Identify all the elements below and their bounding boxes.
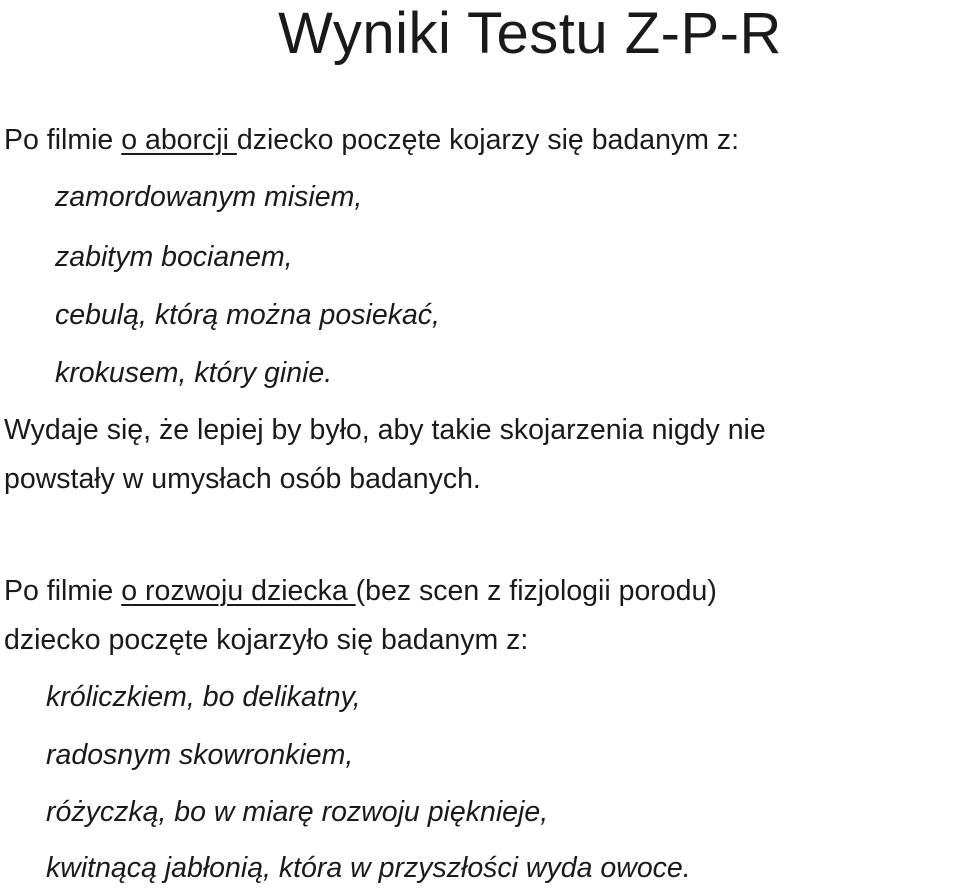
page-title: Wyniki Testu Z-P-R bbox=[278, 1, 782, 66]
section2-intro-line-2: dziecko poczęte kojarzyło się badanym z: bbox=[4, 624, 529, 656]
section2-item-1: króliczkiem, bo delikatny, bbox=[46, 681, 361, 713]
section1-item-4: krokusem, który ginie. bbox=[55, 357, 333, 389]
section1-item-3: cebulą, którą można posiekać, bbox=[55, 299, 440, 331]
section1-item-1: zamordowanym misiem, bbox=[55, 181, 363, 213]
section2-item-4: kwitnącą jabłonią, która w przyszłości wyda owoce. bbox=[46, 852, 691, 884]
section1-topic-underlined: o aborcji bbox=[121, 124, 237, 156]
section1-conclusion-line-2: powstały w umysłach osób badanych. bbox=[4, 463, 481, 495]
section2-intro-suffix: (bez scen z fizjologii porodu) bbox=[355, 575, 717, 607]
section2-topic-underlined: o rozwoju dziecka bbox=[121, 575, 356, 607]
section1-item-2: zabitym bocianem, bbox=[55, 241, 293, 273]
section2-item-3: różyczką, bo w miarę rozwoju pięknieje, bbox=[46, 796, 549, 828]
section2-intro-prefix: Po filmie bbox=[4, 575, 122, 607]
section2-item-2: radosnym skowronkiem, bbox=[46, 739, 354, 771]
section1-intro bbox=[4, 123, 739, 157]
section1-intro-suffix: dziecko poczęte kojarzy się badanym z: bbox=[236, 124, 740, 156]
section1-intro-prefix: Po filmie bbox=[4, 124, 122, 156]
section1-conclusion-line-1: Wydaje się, że lepiej by było, aby takie skojarzenia nigdy nie bbox=[4, 414, 766, 446]
section2-intro bbox=[4, 574, 717, 608]
